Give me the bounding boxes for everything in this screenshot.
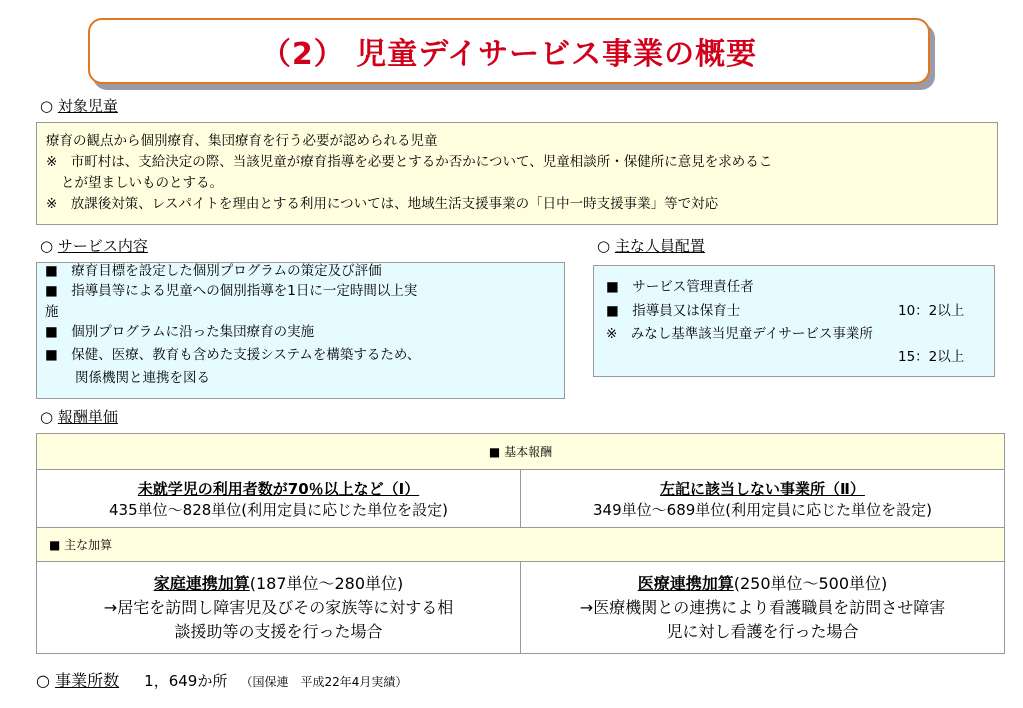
addon-row xyxy=(37,562,1005,654)
target-line: ※ 放課後対策、レスパイトを理由とする利用については、地域生活支援事業の「日中一時支援事業」等で対応 xyxy=(46,196,719,212)
page-title: （2） 児童デイサービス事業の概要 xyxy=(260,37,758,72)
basic-header: ■ 基本報酬 xyxy=(37,434,1005,470)
service-line: ■ 保健、医療、教育も含めた支援システムを構築するため、 xyxy=(45,347,421,363)
circle-bullet-icon: ○ xyxy=(36,671,50,690)
service-line: ■ 個別プログラムに沿った集団療育の実施 xyxy=(45,324,315,340)
staff-line: ■ サービス管理責任者 xyxy=(606,279,754,295)
target-heading-text: 対象児童 xyxy=(57,97,118,115)
basic-right-text: 349単位～689単位(利用定員に応じた単位を設定) xyxy=(593,500,932,519)
offices-row xyxy=(36,668,407,691)
target-line: 療育の観点から個別療育、集団療育を行う必要が認められる児童 xyxy=(46,133,438,149)
basic-left-cell xyxy=(37,470,521,528)
addon-left-units: (187単位～280単位) xyxy=(249,573,404,593)
fee-heading-text: 報酬単価 xyxy=(57,408,118,426)
addon-right-units: (250単位～500単位) xyxy=(733,573,888,593)
addon-left-line: →居宅を訪問し障害児及びその家族等に対する相 xyxy=(103,597,454,617)
staff-line: ■ 指導員又は保育士 xyxy=(606,303,741,319)
fee-heading xyxy=(40,406,118,427)
basic-header-row xyxy=(37,434,1005,470)
target-heading xyxy=(40,95,118,116)
addon-right-title: 医療連携加算 xyxy=(637,573,734,593)
service-line: ■ 指導員等による児童への個別指導を1日に一定時間以上実 xyxy=(45,283,418,299)
addon-left-line: 談援助等の支援を行った場合 xyxy=(174,621,383,641)
offices-note: （国保連 平成22年4月実績） xyxy=(240,675,408,689)
service-line: 関係機関と連携を図る xyxy=(75,370,210,386)
service-line: ■ 療育目標を設定した個別プログラムの策定及び評価 xyxy=(45,263,382,279)
service-box xyxy=(36,262,565,399)
target-line: とが望ましいものとする。 xyxy=(61,175,223,191)
addon-header-row xyxy=(37,528,1005,562)
staff-ratio: 10：2以上 xyxy=(898,303,965,319)
service-heading-text: サービス内容 xyxy=(57,237,148,255)
service-line: 施 xyxy=(45,304,59,320)
addon-header: ■ 主な加算 xyxy=(37,528,1005,562)
basic-right-title: 左記に該当しない事業所（Ⅱ） xyxy=(660,479,865,498)
circle-bullet-icon: ○ xyxy=(40,408,54,426)
staff-box xyxy=(593,265,995,377)
circle-bullet-icon: ○ xyxy=(597,237,611,255)
circle-bullet-icon: ○ xyxy=(40,97,54,115)
staff-ratio: 15：2以上 xyxy=(898,349,965,365)
fee-table xyxy=(36,433,1005,654)
basic-right-cell xyxy=(521,470,1005,528)
addon-left-cell xyxy=(37,562,521,654)
target-line: ※ 市町村は、支給決定の際、当該児童が療育指導を必要とするか否かについて、児童相談所・保健所に意見を求めるこ xyxy=(46,154,773,170)
staff-heading xyxy=(597,235,705,256)
title-banner xyxy=(88,18,930,84)
offices-count: 1，649か所 xyxy=(144,672,228,690)
addon-right-line: 児に対し看護を行った場合 xyxy=(666,621,859,641)
addon-left-title: 家庭連携加算 xyxy=(153,573,250,593)
basic-row xyxy=(37,470,1005,528)
basic-left-title: 未就学児の利用者数が70％以上など（Ⅰ） xyxy=(137,479,420,498)
offices-heading: 事業所数 xyxy=(55,671,120,690)
basic-left-text: 435単位～828単位(利用定員に応じた単位を設定) xyxy=(109,500,448,519)
addon-right-line: →医療機関との連携により看護職員を訪問させ障害 xyxy=(579,597,946,617)
service-heading xyxy=(40,235,148,256)
staff-line: ※ みなし基準該当児童デイサービス事業所 xyxy=(606,326,873,342)
addon-right-cell xyxy=(521,562,1005,654)
staff-heading-text: 主な人員配置 xyxy=(614,237,705,255)
target-box xyxy=(36,122,998,225)
circle-bullet-icon: ○ xyxy=(40,237,54,255)
